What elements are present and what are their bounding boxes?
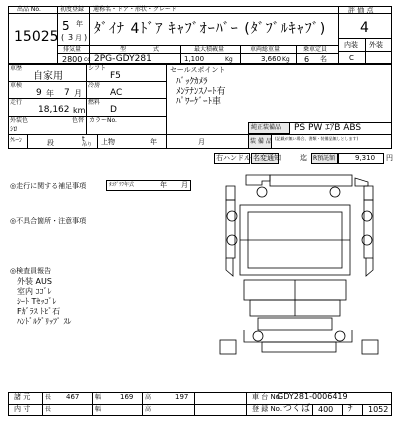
- other-equipment-note: (記載が無い場合、書類・装備品無しとします): [275, 136, 359, 141]
- score-label: 評 価 点: [348, 6, 374, 14]
- footer-row1-label: 諸 元: [14, 393, 31, 401]
- color-no-label: カラーNo.: [89, 117, 117, 124]
- ext-color: ｼﾛ: [10, 125, 17, 133]
- lot-no: 15025: [14, 29, 59, 45]
- tacho-year: 年: [160, 181, 167, 189]
- height-label-2: 高: [145, 406, 152, 413]
- interior-label: 内装: [344, 41, 358, 49]
- crane-label: ｸﾚｰﾝ: [10, 137, 23, 144]
- handle: 右ハンドル: [216, 154, 251, 162]
- truck-side-view-right: [362, 186, 373, 276]
- category-label: 車歴: [10, 65, 23, 72]
- footer-divider-1: [42, 392, 43, 416]
- recycle-month: 月: [198, 138, 205, 146]
- inspection-month-unit: 月: [74, 89, 82, 98]
- lot-no-label: 出品 No.: [17, 6, 41, 13]
- exterior-label: 外装: [369, 41, 383, 49]
- sales-points-label: セールスポイント: [170, 66, 226, 74]
- displacement: 2800: [62, 55, 83, 64]
- capacity-label: 乗車定員: [303, 46, 328, 53]
- crane-unit-3: 吊り: [82, 142, 93, 148]
- reg-class: 400: [318, 405, 334, 414]
- inspection-year-unit: 年: [46, 89, 54, 98]
- recycle-fee-label: R預託額: [313, 155, 336, 162]
- truck-side-view-top: [246, 175, 368, 197]
- first-reg-month-open: (: [61, 33, 65, 42]
- sales-point: ﾊﾟﾜｰｹﾞｰﾄ車: [176, 97, 222, 107]
- height: 197: [175, 393, 189, 401]
- tacho-label: ﾀｺｸﾞﾗﾌ年式: [109, 182, 135, 188]
- capacity: 6: [304, 55, 310, 64]
- equipment-label: 純正装備品: [251, 124, 282, 131]
- reg-number: 1052: [368, 405, 389, 414]
- name-change-label: 名変通知: [253, 154, 281, 162]
- first-reg-month: 3: [68, 33, 74, 42]
- category: 自家用: [33, 71, 63, 82]
- type-value: 2PG-GDY281: [94, 54, 152, 64]
- inspection-year: 9: [36, 88, 42, 98]
- max-load-label: 最大積載量: [194, 46, 225, 53]
- fuel: D: [110, 105, 117, 115]
- tacho-month: 月: [181, 181, 188, 189]
- equipment-value: PS PW ｴｱB ABS: [294, 123, 362, 133]
- type-label-2: 式: [153, 46, 160, 53]
- width: 169: [120, 393, 134, 401]
- truck-side-view-bottom: [244, 330, 352, 352]
- inspection-month: 7: [64, 88, 70, 98]
- truck-plan-view: [240, 205, 350, 330]
- aircon: AC: [110, 88, 123, 98]
- displacement-label: 排気量: [63, 46, 82, 53]
- aircon-label: 冷房: [88, 82, 101, 89]
- mileage-unit: km: [73, 106, 86, 115]
- footer-divider-4: [194, 392, 195, 416]
- sales-point: ﾊﾞｯｸｶﾒﾗ: [176, 77, 208, 87]
- inspector-line: 外装 AUS: [17, 277, 52, 286]
- defect-label: ◎不具合箇所・注意事項: [10, 217, 87, 225]
- mileage-label: 走行: [10, 99, 23, 106]
- footer-divider-6: [312, 404, 313, 416]
- first-reg-era-unit: 年: [76, 20, 83, 28]
- length-label-2: 長: [45, 406, 52, 413]
- footer-row2-label: 内 寸: [14, 405, 31, 413]
- recycle-fee: 9,310: [355, 154, 376, 162]
- first-reg-month-close: ): [84, 33, 88, 42]
- shift-label: シフト: [88, 65, 107, 72]
- chassis-label: 車 台 No.: [252, 393, 283, 401]
- inspector-line: ﾊﾝﾄﾞﾙｸﾞﾘｯﾌﾟ ｽﾚ: [17, 317, 72, 326]
- sales-point: ﾒﾝﾃﾅﾝｽﾉｰﾄ有: [176, 87, 226, 97]
- ext-color-label: 外装色: [10, 117, 29, 124]
- max-load: 1,100: [184, 55, 205, 63]
- gross-weight-unit: Kg: [282, 56, 290, 63]
- width-label-2: 幅: [95, 406, 102, 413]
- inspector-line: 室内 ｺｺﾞﾚ: [17, 287, 52, 296]
- reg-label: 登 録 No.: [252, 405, 283, 413]
- truck-side-view-left: [226, 186, 237, 276]
- recycle-fee-unit: 円: [386, 154, 393, 162]
- reg-kana: ﾁ: [348, 404, 353, 414]
- chassis-no: GDY281-0006419: [277, 392, 348, 401]
- width-label: 幅: [95, 394, 102, 401]
- type-label: 型: [120, 46, 127, 53]
- gross-weight: 3,660: [261, 55, 282, 63]
- first-reg-label: 初度登録: [60, 6, 85, 13]
- first-reg-year: 5: [62, 19, 70, 33]
- other-equipment-label: 装 備 品: [250, 138, 272, 145]
- length: 467: [66, 393, 80, 401]
- mileage: 18,162: [38, 105, 70, 115]
- crane-unit-2: t: [82, 135, 85, 143]
- max-load-unit: Kg: [225, 56, 233, 63]
- inspector-line: Fｶﾞﾗｽ ﾄﾋﾞ石: [17, 307, 61, 316]
- recycle-year: 年: [150, 138, 157, 146]
- height-label: 高: [145, 394, 152, 401]
- first-reg-month-unit: 月: [75, 34, 82, 42]
- score-value: 4: [360, 20, 369, 36]
- model-name-label: 通称名・ドア・形状・グレード: [93, 6, 177, 13]
- footer-divider-5: [246, 392, 247, 416]
- capacity-unit: 名: [320, 55, 327, 63]
- footer-divider-7: [342, 404, 343, 416]
- color-label: 色替: [72, 117, 85, 124]
- footer-mid-line: [8, 404, 392, 405]
- mileage-note-label: ◎走行に関する補足事項: [10, 182, 87, 190]
- footer-divider-3: [142, 392, 143, 416]
- footer-divider-8: [362, 404, 363, 416]
- inspector-label: ◎検査員報告: [10, 267, 52, 275]
- crane-unit-1: 段: [47, 139, 54, 147]
- model-name: ﾀﾞｲﾅ 4ﾄﾞｱ ｷｬﾌﾞｵｰﾊﾞｰ (ﾀﾞﾌﾞﾙｷｬﾌﾞ): [94, 21, 327, 37]
- recycle-label: 上物: [101, 138, 115, 146]
- gross-weight-label: 車両総重量: [250, 46, 281, 53]
- displacement-unit: cc: [84, 56, 91, 63]
- footer-divider-2: [92, 392, 93, 416]
- interior-grade: C: [349, 54, 354, 62]
- fuel-label: 燃料: [88, 99, 101, 106]
- length-label: 長: [45, 394, 52, 401]
- deadline-label: 迄: [300, 154, 307, 162]
- inspection-label: 車検: [10, 82, 23, 89]
- shift: F5: [110, 71, 121, 81]
- inspector-line: ｼｰﾄ Tｾｯｺﾞﾚ: [17, 297, 57, 306]
- reg-area: つくば: [283, 404, 311, 414]
